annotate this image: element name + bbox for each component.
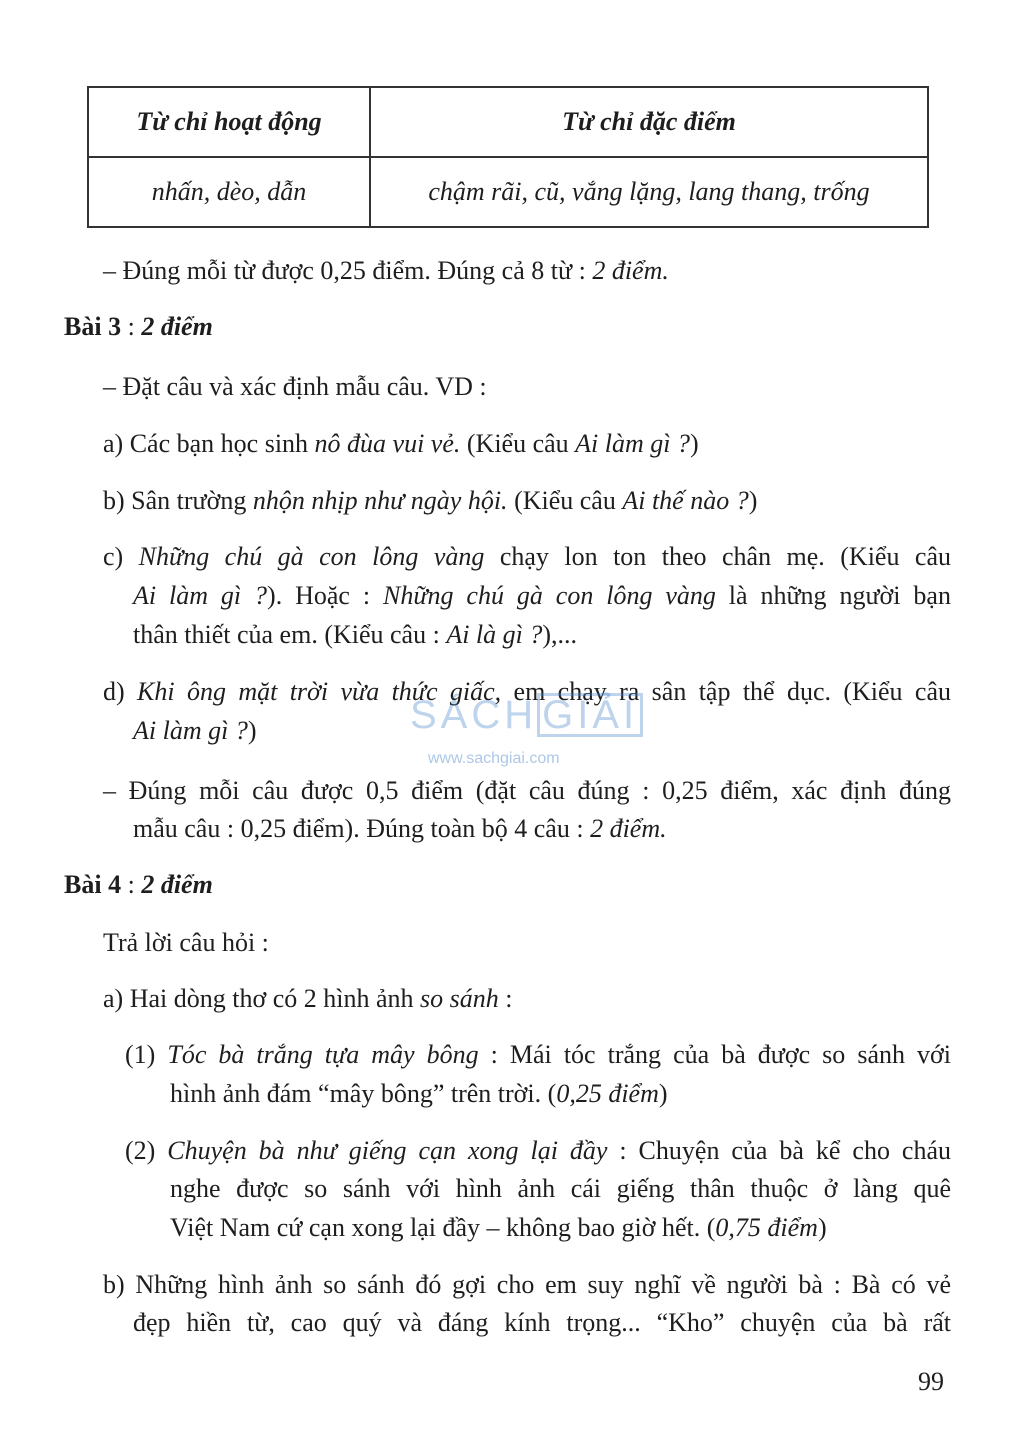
watermark-url: www.sachgiai.com bbox=[428, 750, 560, 767]
answer-a1-line-1: (1) Tóc bà trắng tựa mây bông : Mái tóc trắng của bà được so sánh với bbox=[125, 1040, 952, 1069]
answer-a2-line-3: Việt Nam cứ cạn xong lại đầy – không bao giờ hết. (0,75 điểm) bbox=[170, 1213, 827, 1242]
scoring-words: – Đúng mỗi từ được 0,25 điểm. Đúng cả 8 từ : 2 điểm. bbox=[103, 256, 669, 285]
example-a: a) Các bạn học sinh nô đùa vui vẻ. (Kiểu câu Ai làm gì ?) bbox=[103, 429, 699, 458]
answer-a2-line-2: nghe được so sánh với hình ảnh cái giếng thân thuộc ở làng quê bbox=[170, 1174, 951, 1203]
example-c-line-2: Ai làm gì ?). Hoặc : Những chú gà con lông vàng là những người bạn bbox=[133, 581, 951, 610]
example-b: b) Sân trường nhộn nhịp như ngày hội. (Kiểu câu Ai thế nào ?) bbox=[103, 486, 758, 515]
exercise-3-scoring-line-1: – Đúng mỗi câu được 0,5 điểm (đặt câu đúng : 0,25 điểm, xác định đúng bbox=[103, 776, 951, 805]
watermark-logo: SÁCH GIẢI bbox=[410, 693, 643, 738]
word-table bbox=[87, 86, 929, 228]
answer-a2-line-1: (2) Chuyện bà như giếng cạn xong lại đầy : Chuyện của bà kể cho cháu bbox=[125, 1136, 952, 1165]
example-c-line-3: thân thiết của em. (Kiểu câu : Ai là gì ?),... bbox=[133, 620, 578, 649]
exercise-3-heading: Bài 3 : 2 điểm bbox=[64, 312, 213, 341]
exercise-3-scoring-line-2: mẫu câu : 0,25 điểm). Đúng toàn bộ 4 câu : 2 điểm. bbox=[133, 814, 667, 843]
exercise-4-intro: Trả lời câu hỏi : bbox=[103, 928, 269, 957]
feature-words: chậm rãi, cũ, vắng lặng, lang thang, trống bbox=[370, 157, 928, 227]
answer-b-line-1: b) Những hình ảnh so sánh đó gợi cho em suy nghĩ về người bà : Bà có vẻ bbox=[103, 1270, 951, 1299]
exercise-4-heading: Bài 4 : 2 điểm bbox=[64, 870, 213, 899]
exercise-3-intro: – Đặt câu và xác định mẫu câu. VD : bbox=[103, 372, 487, 401]
header-activity-words: Từ chỉ hoạt động bbox=[88, 87, 370, 157]
answer-b-line-2: đẹp hiền từ, cao quý và đáng kính trọng... “Kho” chuyện của bà rất bbox=[133, 1308, 951, 1337]
example-d-line-2: Ai làm gì ?) bbox=[133, 716, 257, 745]
answer-a: a) Hai dòng thơ có 2 hình ảnh so sánh : bbox=[103, 984, 513, 1013]
header-feature-words: Từ chỉ đặc điểm bbox=[370, 87, 928, 157]
example-c-line-1: c) Những chú gà con lông vàng chạy lon ton theo chân mẹ. (Kiểu câu bbox=[103, 542, 952, 571]
answer-a1-line-2: hình ảnh đám “mây bông” trên trời. (0,25 điểm) bbox=[170, 1079, 668, 1108]
page-number: 99 bbox=[918, 1367, 944, 1396]
activity-words: nhấn, dèo, dẫn bbox=[88, 157, 370, 227]
example-d-line-1: d) Khi ông mặt trời vừa thức giấc, em chạy ra sân tập thể dục. (Kiểu câu bbox=[103, 677, 952, 706]
